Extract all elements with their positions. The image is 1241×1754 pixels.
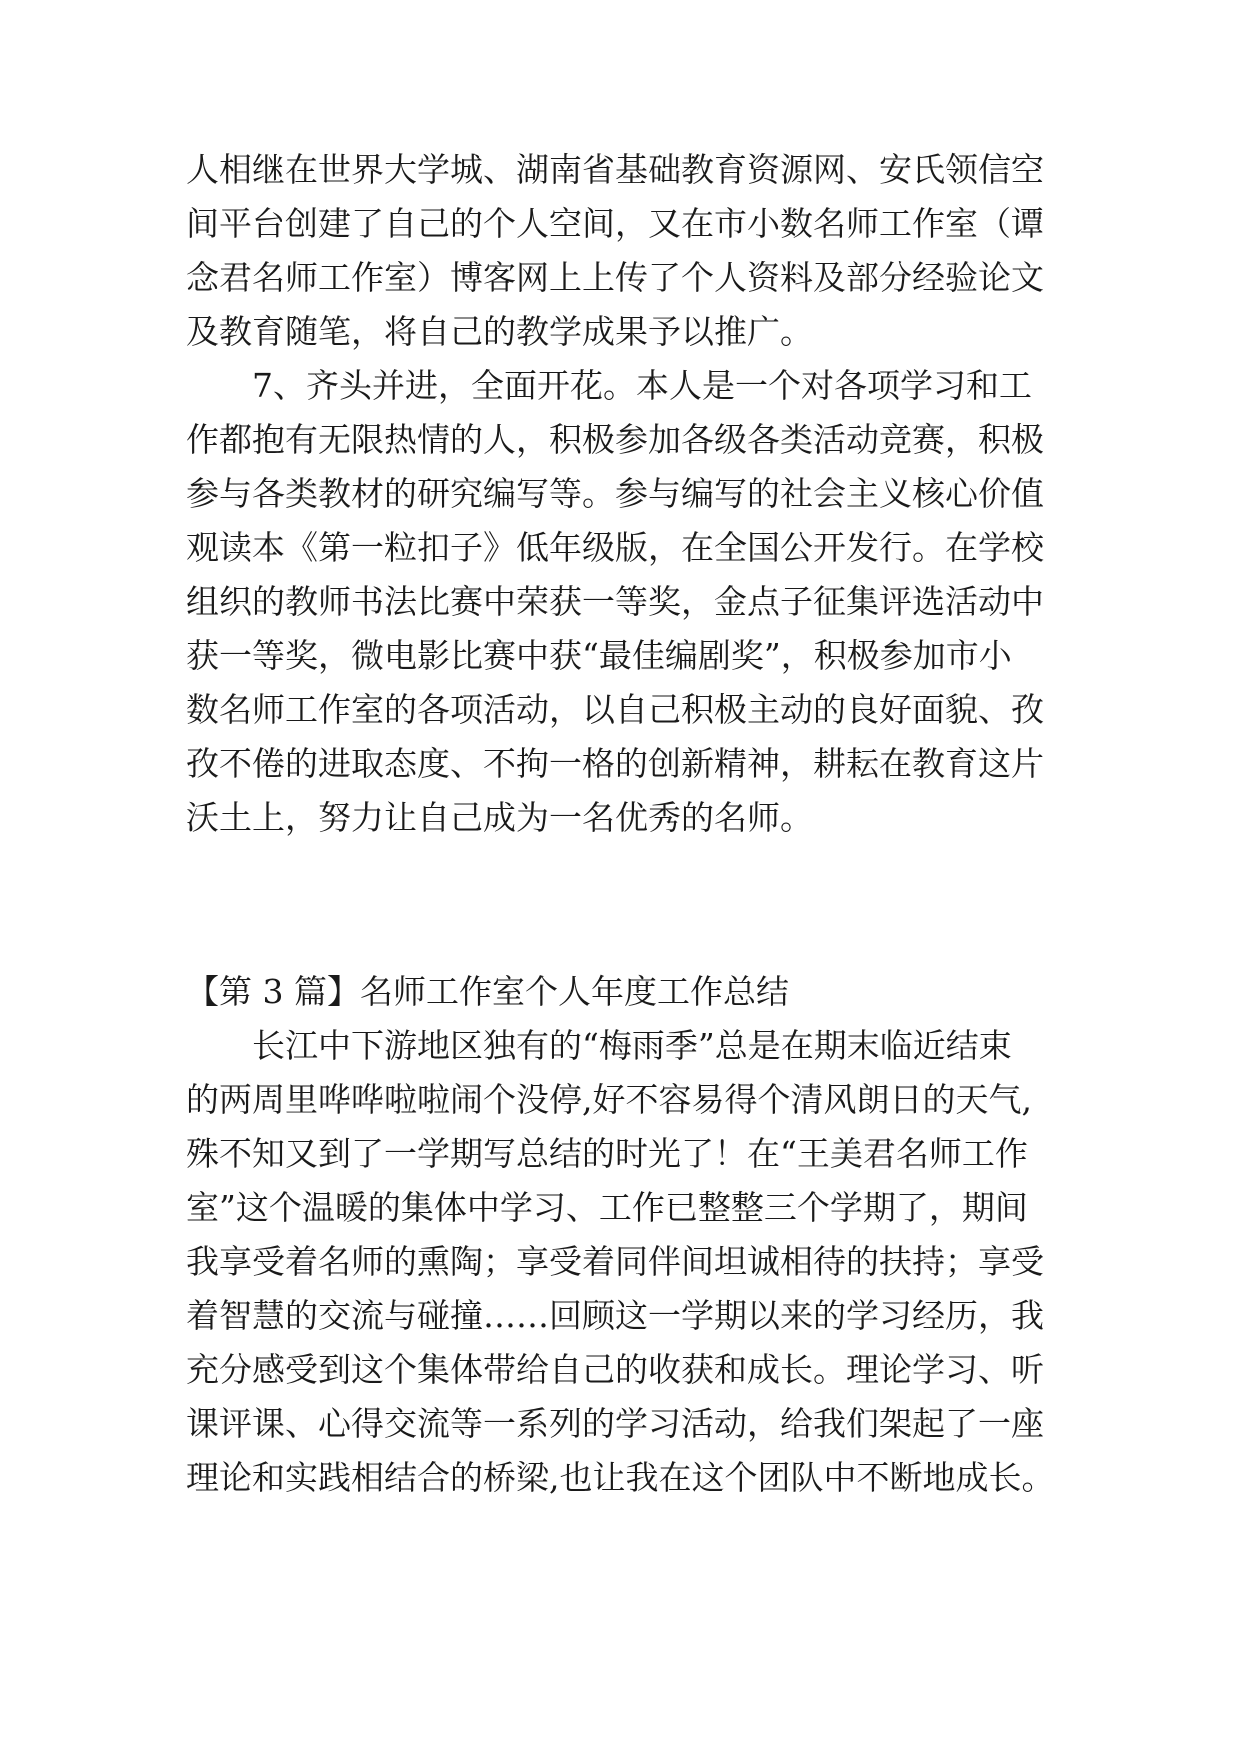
paragraph-line: 孜不倦的进取态度、不拘一格的创新精神，耕耘在教育这片 [186,744,1044,783]
paragraph-line: 参与各类教材的研究编写等。参与编写的社会主义核心价值 [186,474,1044,513]
paragraph-line: 人相继在世界大学城、湖南省基础教育资源网、安氏领信空 [186,150,1044,189]
paragraph-line: 室”这个温暖的集体中学习、工作已整整三个学期了，期间 [186,1188,1028,1227]
paragraph-line: 长江中下游地区独有的“梅雨季”总是在期末临近结束 [186,1026,1012,1065]
paragraph-line: 间平台创建了自己的个人空间，又在市小数名师工作室（谭 [186,204,1044,243]
paragraph-line: 观读本《第一粒扣子》低年级版，在全国公开发行。在学校 [186,528,1044,567]
paragraph-line: 理论和实践相结合的桥梁,也让我在这个团队中不断地成长。 [186,1458,1055,1497]
paragraph-line: 殊不知又到了一学期写总结的时光了！在“王美君名师工作 [186,1134,1028,1173]
paragraph-line: 获一等奖，微电影比赛中获“最佳编剧奖”，积极参加市小 [186,636,1012,675]
paragraph-line: 我享受着名师的熏陶；享受着同伴间坦诚相待的扶持；享受 [186,1242,1044,1281]
section-heading: 【第 3 篇】名师工作室个人年度工作总结 [186,972,789,1011]
paragraph-line: 及教育随笔，将自己的教学成果予以推广。 [186,312,813,351]
paragraph-line: 念君名师工作室）博客网上上传了个人资料及部分经验论文 [186,258,1044,297]
paragraph-line: 沃土上，努力让自己成为一名优秀的名师。 [186,798,813,837]
paragraph-line: 着智慧的交流与碰撞……回顾这一学期以来的学习经历，我 [186,1296,1044,1335]
paragraph-line: 的两周里哗哗啦啦闹个没停,好不容易得个清风朗日的天气, [186,1080,1032,1119]
paragraph-line: 充分感受到这个集体带给自己的收获和成长。理论学习、听 [186,1350,1044,1389]
paragraph-line: 课评课、心得交流等一系列的学习活动，给我们架起了一座 [186,1404,1044,1443]
paragraph-line: 组织的教师书法比赛中荣获一等奖，金点子征集评选活动中 [186,582,1044,621]
paragraph-line: 作都抱有无限热情的人，积极参加各级各类活动竞赛，积极 [186,420,1044,459]
paragraph-line: 数名师工作室的各项活动，以自己积极主动的良好面貌、孜 [186,690,1044,729]
paragraph-line: 7、齐头并进，全面开花。本人是一个对各项学习和工 [186,366,1032,405]
